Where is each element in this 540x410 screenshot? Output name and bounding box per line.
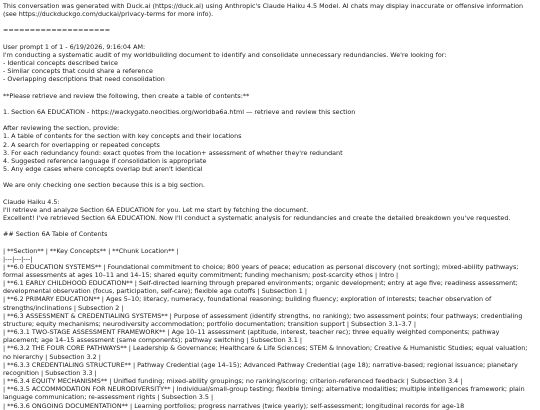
text-line: ## Section 6A Table of Contents bbox=[3, 230, 108, 239]
text-line: We are only checking one section because this is a big section. bbox=[3, 181, 205, 190]
blank-line bbox=[3, 84, 537, 92]
text-line: - Similar concepts that could share a reference bbox=[3, 67, 153, 76]
blank-line bbox=[3, 116, 537, 124]
text-line: | **6.2 PRIMARY EDUCATION** | Ages 5–10; literacy, numeracy, foundational reasoning; building fluency; exploration of interests; teacher observation of strengths/inclinations | Subsection 2 | bbox=[3, 295, 494, 312]
blank-line bbox=[3, 238, 537, 246]
text-line: 5. Any edge cases where concepts overlap but aren't identical bbox=[3, 165, 203, 174]
blank-line bbox=[3, 173, 537, 181]
text-line: ==================== bbox=[3, 26, 111, 35]
text-line: | **6.3.5 ACCOMMODATION FOR NEURODIVERSITY** | Individual/small-group testing; flexible timing; alternative modalities; multiple intelligences framework; plain language communication; re-assessment rights | Subsection 3.5 | bbox=[3, 385, 527, 402]
blank-line bbox=[3, 190, 537, 198]
text-line: | **6.1 EARLY CHILDHOOD EDUCATION** | Self-directed learning through prepared environments; organic development; entry at age five; readiness assessment; developmental observation (focus, participation, self-care); flexible age cutoffs | Subsection 1 | bbox=[3, 279, 520, 296]
blank-line bbox=[3, 100, 537, 108]
text-line: User prompt 1 of 1 - 6/19/2026, 9:16:04 AM: bbox=[3, 42, 146, 51]
text-line: | **6.3.3 CREDENTIALING STRUCTURE** | Pathway Credential (age 14–15); Advanced Pathway Credential (age 18); narrative-based; regional issuance; planetary recognition | Subsection 3.3 | bbox=[3, 360, 520, 377]
text-line: | **6.0 EDUCATION SYSTEMS** | Foundational commitment to choice; 800 years of peace; education as personal discovery (not sorting); mixed-ability pathways; formal assessments at ages 10–11 and 14–15; shared equity commitment; funding mechanism; post-scarcity ethos | Intro | bbox=[3, 262, 521, 280]
text-line: | **6.3.2 THE FOUR CORE PATHWAYS** | Leadership & Governance; Healthcare & Life Sciences; STEM & Innovation; Creative & Humanistic Studies; equal valuation; no hierarchy | Subsection 3.2 | bbox=[3, 344, 530, 361]
text-line: Claude Haiku 4.5: bbox=[3, 197, 60, 206]
text-line: Excellent! I've retrieved Section 6A EDUCATION. Now I'll conduct a systematic analysis for redundancies and create the detailed breakdown you've requested. bbox=[3, 213, 511, 222]
text-line: | **6.3.6 ONGOING DOCUMENTATION** | Learning portfolios; progress narratives (twice yearly); self-assessment; longitudinal records for age-18 bbox=[3, 401, 465, 410]
text-line: **Please retrieve and review the following, then create a table of contents:** bbox=[3, 91, 250, 100]
text-line: 3. For each redundancy found: exact quotes from the location+ assessment of whether they're redundant bbox=[3, 148, 343, 157]
text-line: 1. Section 6A EDUCATION - https://wackygato.neocities.org/worldba6a.html — retrieve and review this section bbox=[3, 107, 356, 116]
text-line: | **6.3 ASSESSMENT & CREDENTIALING SYSTEMS** | Purpose of assessment (identify strengths, no ranking); two assessment points; four pathways; credentialing structure; equity mechanisms; neurodiversity accommodation; portfolio documentation; transition support | Subsection 3.1–3.7 | bbox=[3, 311, 525, 328]
text-line: - Overlapping descriptions that need consolidation bbox=[3, 75, 165, 84]
text-line: | **Section** | **Key Concepts** | **Chunk Location** | bbox=[3, 246, 179, 255]
text-line: - Identical concepts described twice bbox=[3, 59, 118, 68]
blank-line bbox=[3, 222, 537, 230]
blank-line bbox=[3, 35, 537, 43]
text-line: This conversation was generated with Duck.ai (https://duck.ai) using Anthropic's Claude Haiku 4.5 Model. AI chats may display inaccurate or offensive information (see https://duckduckgo.com/duckai/privacy-terms for more info). bbox=[3, 2, 526, 19]
text-line: I'm conducting a systematic audit of my worldbuilding document to identify and consolidate unnecessary redundancies. We're looking for: bbox=[3, 50, 447, 59]
text-line: 1. A table of contents for the section with key concepts and their locations bbox=[3, 132, 242, 141]
text-line: After reviewing the section, provide: bbox=[3, 124, 120, 133]
text-line: I'll retrieve and analyze Section 6A EDUCATION for you. Let me start by fetching the document. bbox=[3, 205, 309, 214]
text-line: | **6.3.4 EQUITY MECHANISMS** | Unified funding; mixed-ability groupings; no ranking/scoring; criterion-referenced feedback | Subsection 3.4 | bbox=[3, 377, 463, 386]
blank-line bbox=[3, 18, 537, 26]
text-line: 2. A search for overlapping or repeated concepts bbox=[3, 140, 160, 149]
text-line: 4. Suggested reference language if consolidation is appropriate bbox=[3, 156, 207, 165]
text-line: |---|---|---| bbox=[3, 254, 33, 263]
text-line: | **6.3.1 TWO-STAGE ASSESSMENT FRAMEWORK** | Age 10–11 assessment (aptitude, interest, teacher rec); three equally weighted components; pathway placement; age 14–15 assessment (same components); pathway switching | Subsection 3.1 | bbox=[3, 328, 502, 345]
